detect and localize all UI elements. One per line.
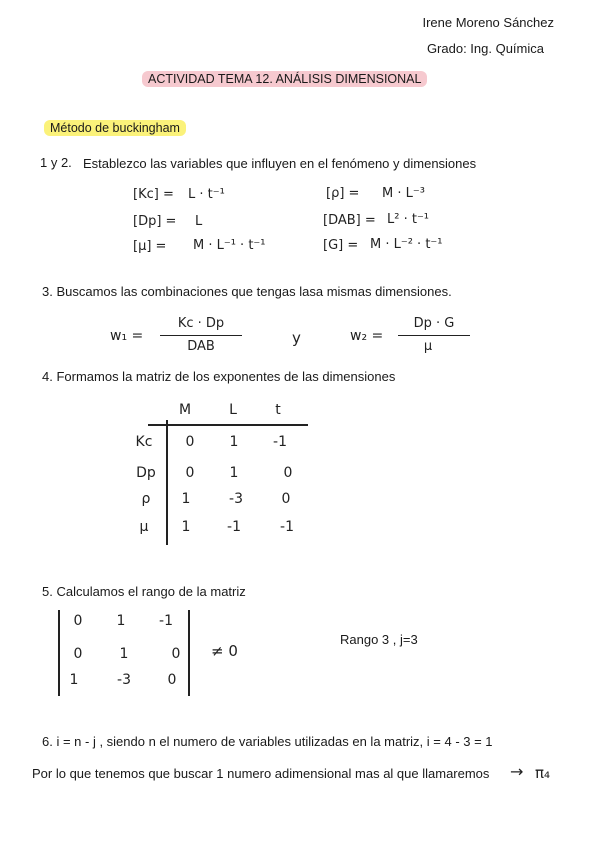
matrix-row-label: Dp [136, 465, 156, 481]
dim-var-dab: [DAB] = [323, 213, 376, 228]
matrix-cell: 1 [229, 434, 239, 450]
step-3-text: 3. Buscamos las combinaciones que tengas lasa mismas dimensiones. [42, 284, 452, 299]
det-cell: 0 [167, 672, 177, 688]
det-cell: 1 [116, 613, 126, 629]
det-cell: 0 [73, 646, 83, 662]
matrix-row-label: Kc [135, 434, 153, 450]
matrix-col-m: M [178, 402, 192, 418]
conclusion-text: Por lo que tenemos que buscar 1 numero adimensional mas al que llamaremos [32, 766, 490, 781]
dim-var-kc: [Kc] = [133, 187, 174, 202]
pi-symbol: π₄ [535, 764, 551, 782]
dim-val-kc: L · t⁻¹ [188, 187, 225, 202]
det-cell: 1 [69, 672, 79, 688]
w2-label: w₂ = [350, 328, 384, 344]
det-cell: 1 [119, 646, 129, 662]
w1-numerator: Kc · Dp [177, 316, 225, 331]
step-4-text: 4. Formamos la matriz de los exponentes de las dimensiones [42, 369, 396, 384]
dim-var-g: [G] = [323, 238, 359, 253]
w1-denominator: DAB [187, 339, 215, 354]
matrix-cell: -3 [229, 491, 243, 507]
matrix-cell: 0 [185, 465, 195, 481]
matrix-cell: -1 [227, 519, 241, 535]
matrix-cell: 1 [229, 465, 239, 481]
step-6-text: 6. i = n - j , siendo n el numero de variables utilizadas en la matriz, i = 4 - 3 = 1 [42, 734, 493, 749]
w1-label: w₁ = [110, 328, 144, 344]
det-cell: -1 [159, 613, 173, 629]
dim-val-mu: M · L⁻¹ · t⁻¹ [193, 238, 266, 253]
matrix-cell: -1 [280, 519, 294, 535]
matrix-cell: 1 [181, 519, 191, 535]
dim-var-rho: [ρ] = [326, 186, 360, 201]
w2-denominator: μ [423, 339, 433, 354]
rank-result: Rango 3 , j=3 [340, 632, 418, 647]
matrix-col-l: L [229, 402, 237, 418]
matrix-cell: 0 [283, 465, 293, 481]
matrix-cell: 0 [281, 491, 291, 507]
step-5-text: 5. Calculamos el rango de la matriz [42, 584, 246, 599]
matrix-row-label: μ [139, 519, 149, 535]
degree-label: Grado: Ing. Química [426, 41, 544, 56]
step-12-number: 1 y 2. [40, 155, 72, 170]
matrix-row-label: ρ [141, 491, 151, 507]
dim-val-rho: M · L⁻³ [382, 186, 425, 201]
matrix-cell: 1 [181, 491, 191, 507]
page-title: ACTIVIDAD TEMA 12. ANÁLISIS DIMENSIONAL [142, 71, 427, 87]
dim-val-g: M · L⁻² · t⁻¹ [370, 237, 443, 252]
not-equal-zero: ≠ 0 [211, 642, 238, 660]
matrix-col-t: t [275, 402, 281, 418]
arrow-icon: → [510, 762, 524, 781]
matrix-cell: -1 [273, 434, 287, 450]
w2-fraction-bar [398, 335, 470, 336]
w1-fraction-bar [160, 335, 242, 336]
det-cell: 0 [73, 613, 83, 629]
w2-numerator: Dp · G [413, 316, 455, 331]
conjunction-y: y [292, 329, 301, 347]
dim-val-dp: L [195, 214, 203, 229]
matrix-cell: 0 [185, 434, 195, 450]
dim-val-dab: L² · t⁻¹ [387, 212, 430, 227]
det-cell: -3 [117, 672, 131, 688]
author-name: Irene Moreno Sánchez [422, 15, 554, 30]
dim-var-mu: [μ] = [133, 239, 167, 254]
section-title: Método de buckingham [44, 120, 186, 136]
step-12-text: Establezco las variables que influyen en el fenómeno y dimensiones [83, 156, 477, 171]
det-cell: 0 [171, 646, 181, 662]
dim-var-dp: [Dp] = [133, 214, 177, 229]
matrix-header-line [148, 424, 308, 426]
